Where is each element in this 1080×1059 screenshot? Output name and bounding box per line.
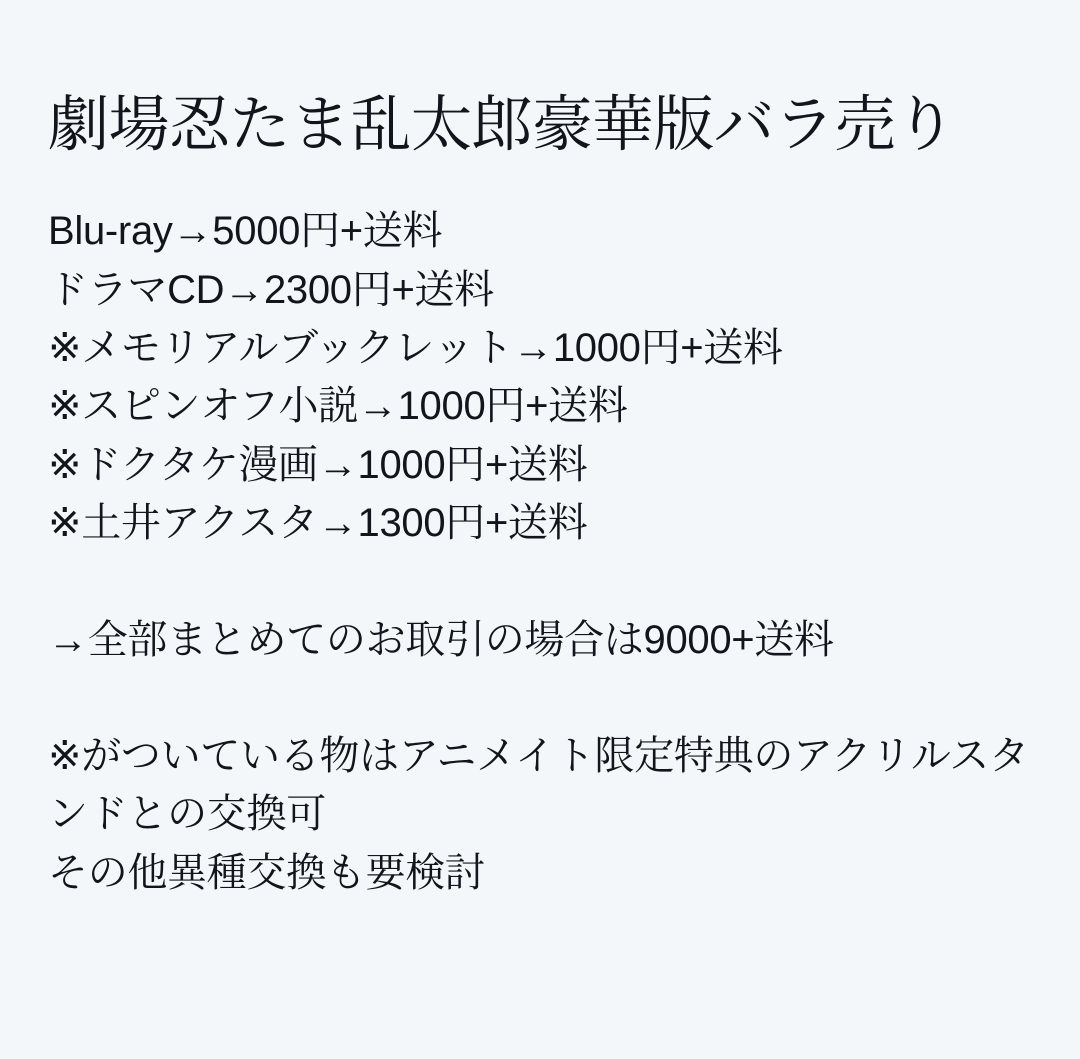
price-line: ※土井アクスタ→1300円+送料 (48, 501, 588, 546)
paragraph-spacer (48, 669, 1040, 727)
price-line: ドラマCD→2300円+送料 (48, 267, 494, 312)
note-body (48, 202, 1040, 902)
exchange-note-line: ※がついている物はアニメイト限定特典のアクリルスタンドとの交換可 (48, 733, 1029, 837)
price-line: Blu-ray→5000円+送料 (48, 209, 443, 254)
price-line: ※スピンオフ小説→1000円+送料 (48, 384, 628, 429)
price-line: ※ドクタケ漫画→1000円+送料 (48, 442, 588, 487)
paragraph-spacer (48, 553, 1040, 611)
bundle-price-line: →全部まとめてのお取引の場合は9000+送料 (48, 617, 834, 662)
price-line: ※メモリアルブックレット→1000円+送料 (48, 326, 783, 371)
page-title: 劇場忍たま乱太郎豪華版バラ売り (48, 90, 956, 158)
exchange-note-line: その他異種交換も要検討 (48, 850, 485, 895)
